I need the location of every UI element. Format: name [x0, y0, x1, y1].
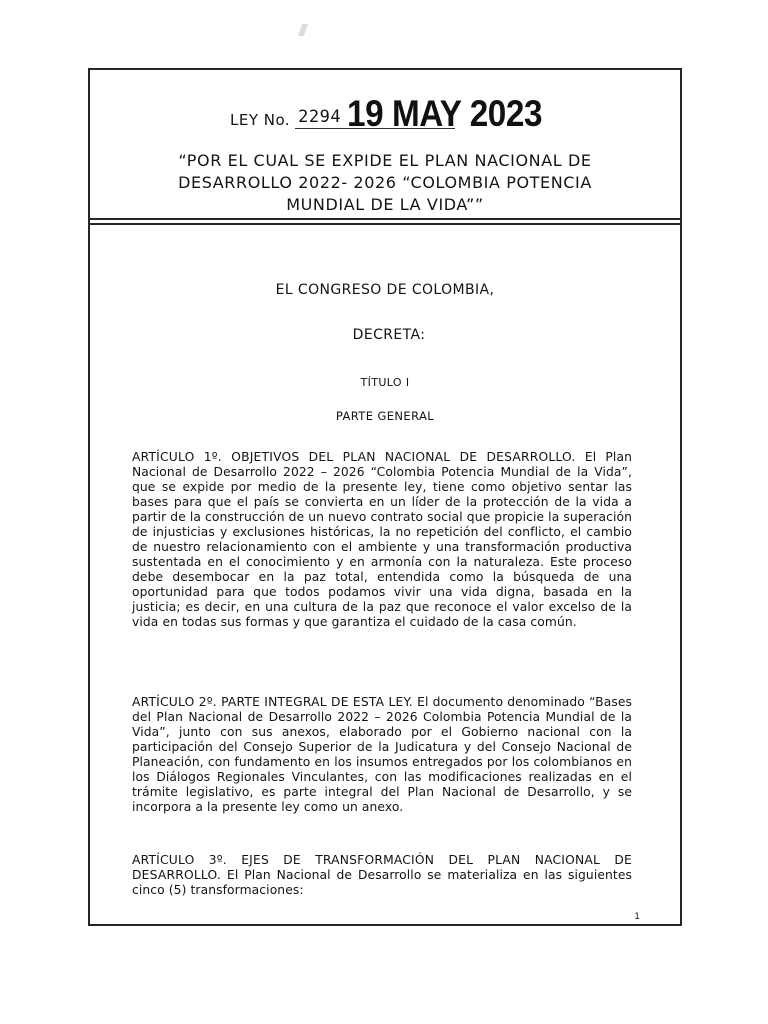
issuer: EL CONGRESO DE COLOMBIA,: [275, 282, 495, 298]
law-date-stamp: 19 MAY 2023: [347, 93, 543, 134]
document-frame: [88, 68, 682, 926]
article-3: [132, 853, 632, 898]
article-text: El Plan Nacional de Desarrollo se materializa en las siguientes cinco (5) transformaciones:: [132, 868, 632, 897]
article-heading: ARTÍCULO 1º. OBJETIVOS DEL PLAN NACIONAL DE DESARROLLO.: [132, 450, 585, 464]
article-2: [132, 695, 632, 815]
law-title: [110, 150, 660, 216]
title-heading: TÍTULO I: [360, 376, 410, 389]
law-title-line: “POR EL CUAL SE EXPIDE EL PLAN NACIONAL DE: [178, 151, 592, 170]
law-title-line: DESARROLLO 2022- 2026 “COLOMBIA POTENCIA: [178, 173, 592, 192]
part-heading: PARTE GENERAL: [335, 409, 435, 423]
article-heading: ARTÍCULO 2º. PARTE INTEGRAL DE ESTA LEY.: [132, 695, 418, 709]
law-number-underline: [295, 128, 455, 129]
article-1: [132, 450, 632, 630]
law-header: [90, 70, 680, 220]
law-title-line: MUNDIAL DE LA VIDA””: [286, 195, 484, 214]
article-text: El Plan Nacional de Desarrollo 2022 – 2026 “Colombia Potencia Mundial de la Vida”, que se expide por medio de la presente ley, tiene como objetivo sentar las bases para que el país se convierta en un líder de la protección de la vida a partir de la construcción de un nuevo contrato social que propicie la superación de injusticias y exclusiones históricas, la no repetición del conflicto, el cambio de nuestro relacionamiento con el ambiente y una transformación productiva sustentada en el conocimiento y en armonía con la naturaleza. Este proceso debe desembocar en la paz total, entendida como la búsqueda de una oportunidad para que todos podamos vivir una vida digna, basada en la justicia; es decir, en una cultura de la paz que reconoce el valor excelso de la vida en todas sus formas y que garantiza el cuidado de la casa común.: [132, 450, 632, 629]
scan-artifact: [298, 24, 308, 36]
law-number: 2294: [298, 107, 342, 127]
page-number: 1: [634, 912, 640, 922]
law-identifier: [230, 92, 564, 132]
law-body: [90, 223, 680, 924]
law-label: LEY No.: [230, 111, 291, 129]
article-text: El documento denominado “Bases del Plan Nacional de Desarrollo 2022 – 2026 Colombia Potencia Mundial de la Vida”, junto con sus anexos, elaborado por el Gobierno nacional con la participación del Consejo Superior de la Judicatura y del Consejo Nacional de Planeación, con fundamento en los insumos entregados por los colombianos en los Diálogos Regionales Vinculantes, con las modificaciones realizadas en el trámite legislativo, es parte integral del Plan Nacional de Desarrollo, y se incorpora a la presente ley como un anexo.: [132, 695, 633, 814]
article-heading: ARTÍCULO 3º. EJES DE TRANSFORMACIÓN DEL PLAN NACIONAL DE DESARROLLO.: [132, 853, 632, 882]
decree-heading: DECRETA:: [352, 327, 426, 343]
